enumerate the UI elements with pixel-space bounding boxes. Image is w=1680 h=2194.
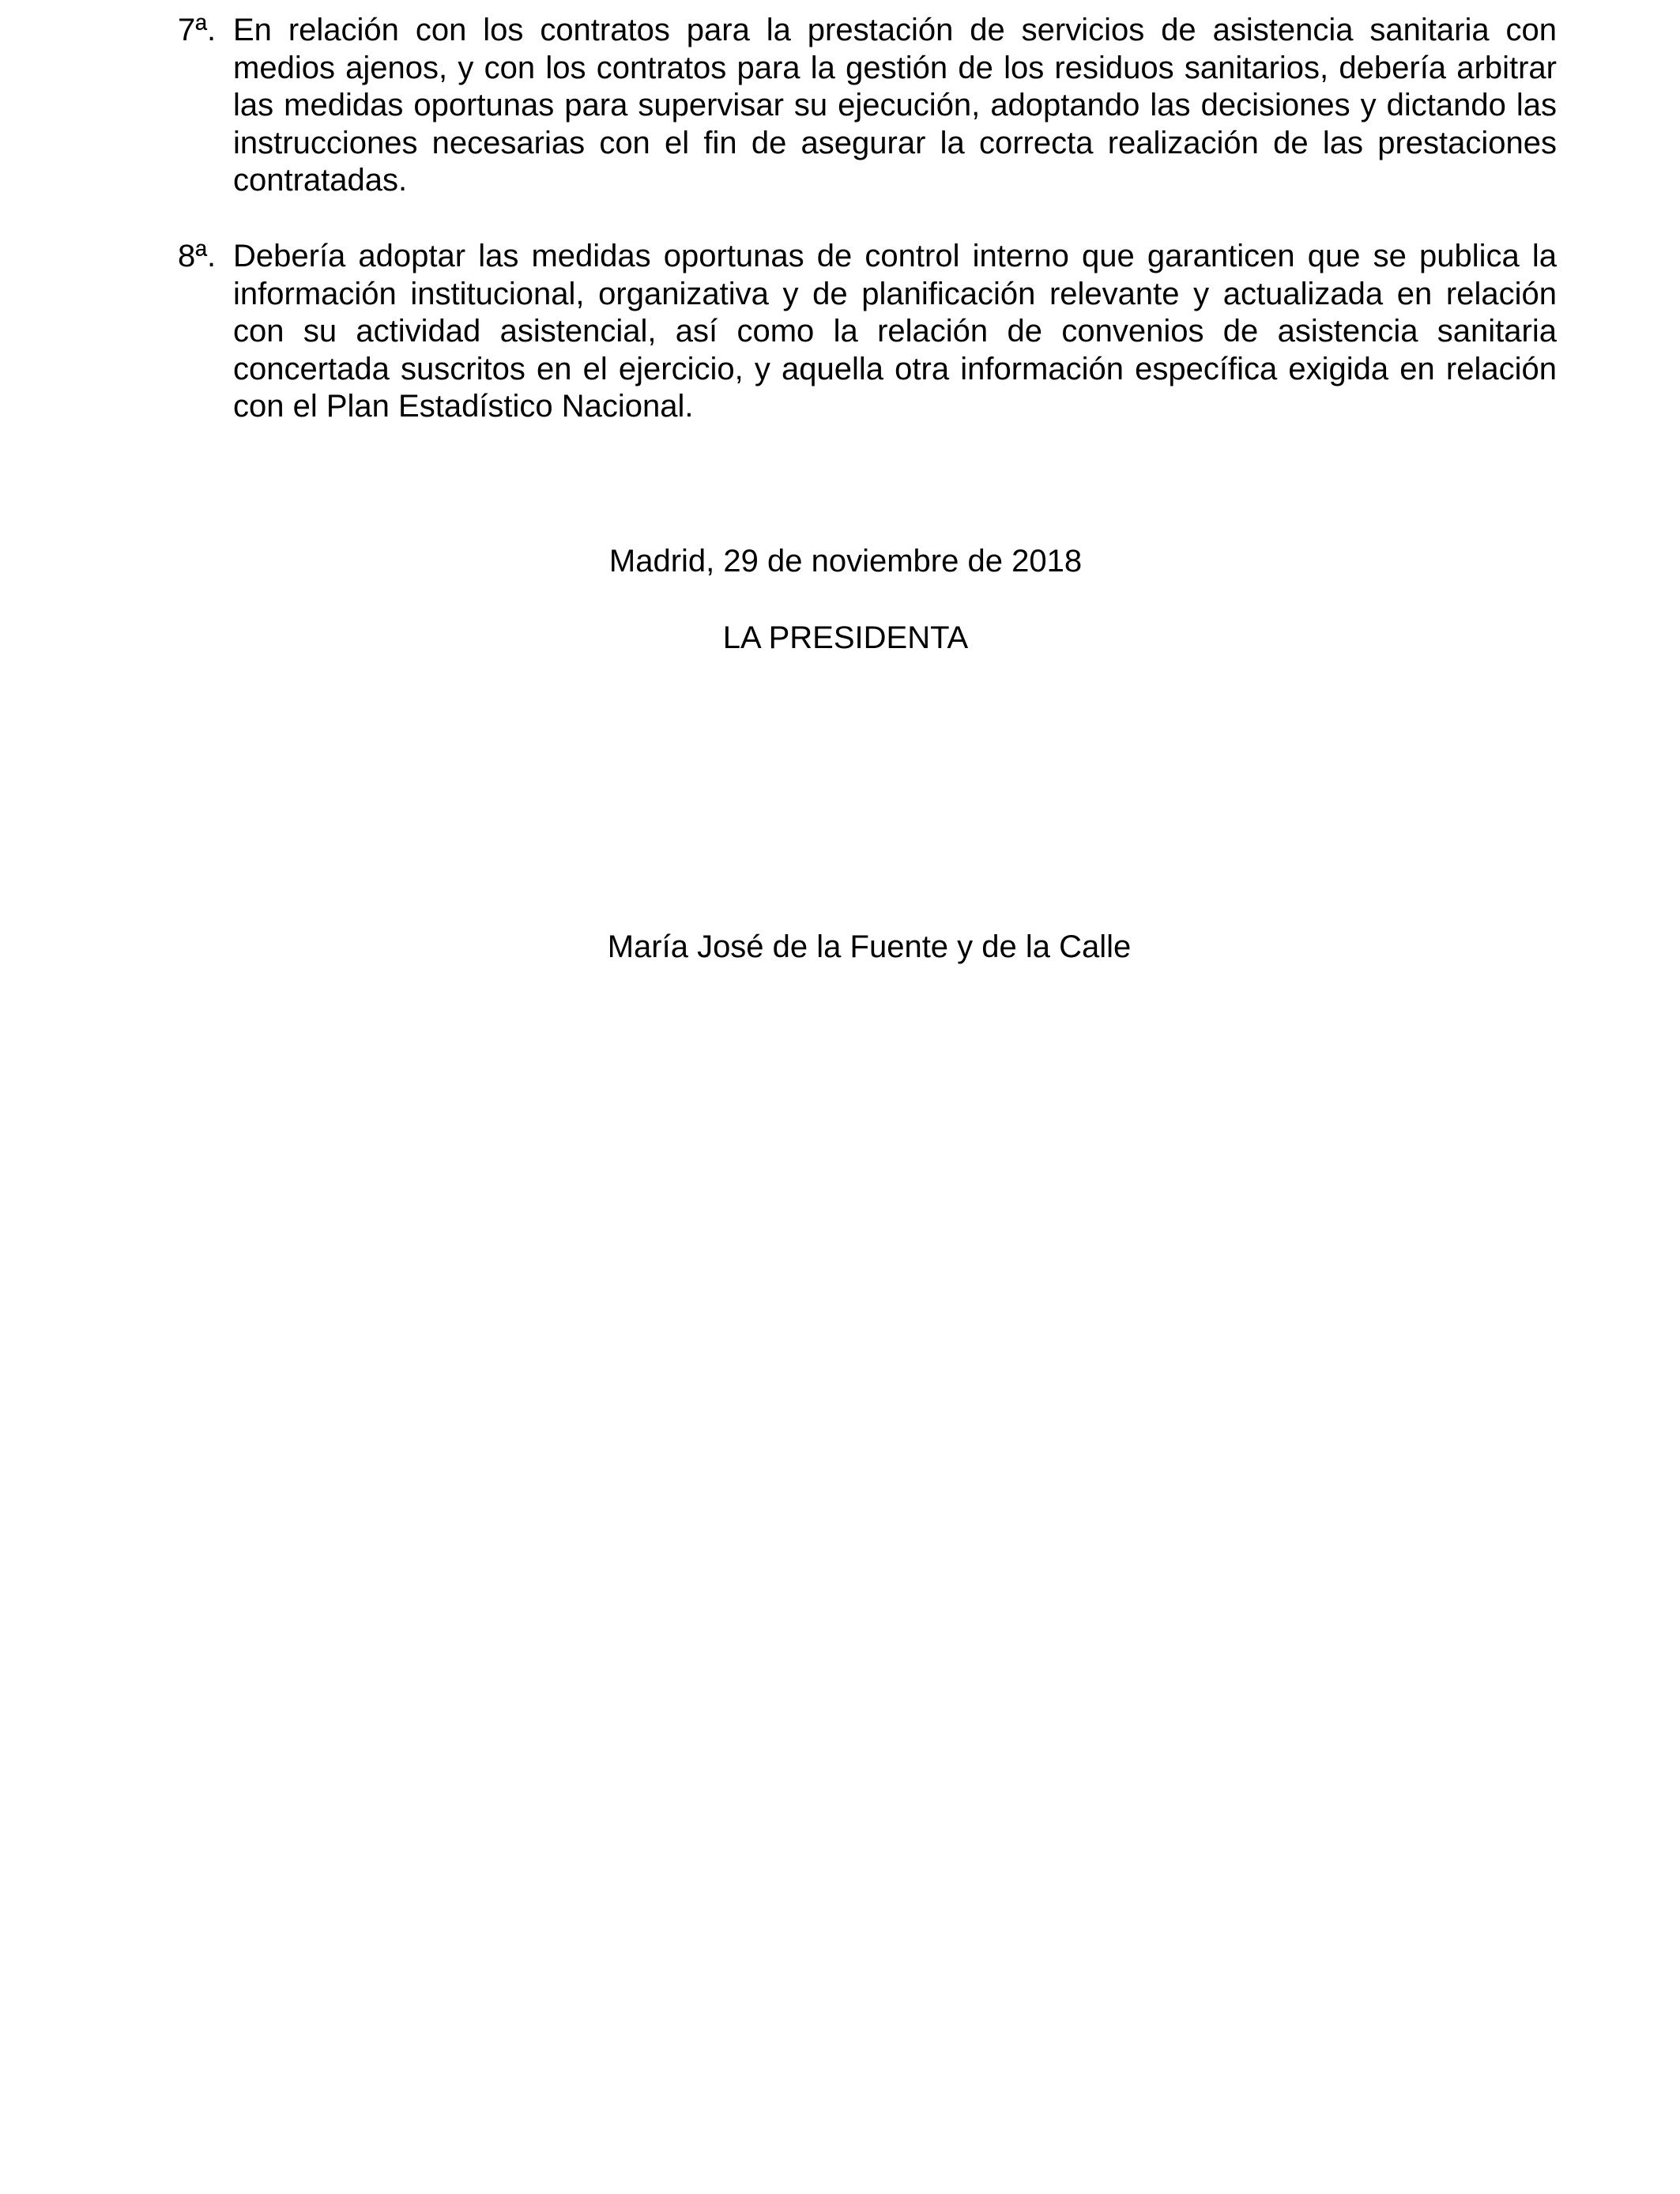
- recommendation-number: 7ª.: [178, 13, 217, 47]
- recommendation-number: 8ª.: [178, 239, 217, 273]
- signer-title: LA PRESIDENTA: [722, 620, 969, 655]
- recommendation-text: En relación con los contratos para la prestación de servicios de asistencia sanitaria con medios ajenos, y con los contratos para la gestión de los residuos sanitarios, debería arbitrar las medidas oportunas para supervisar su ejecución, adoptando las decisiones y dictando las instrucciones necesarias con el fin de asegurar la correcta realización de las prestaciones contratadas.: [233, 13, 1557, 198]
- signer-name: María José de la Fuente y de la Calle: [607, 929, 1132, 964]
- recommendation-text: Debería adoptar las medidas oportunas de control interno que garanticen que se publica la información institucional, organizativa y de planificación relevante y actualizada en relación con su actividad asistencial, así como la relación de convenios de asistencia sanitaria concertada suscritos en el ejercicio, y aquella otra información específica exigida en relación con el Plan Estadístico Nacional.: [233, 239, 1557, 424]
- recommendation-7: [178, 12, 1557, 200]
- place-date: Madrid, 29 de noviembre de 2018: [608, 544, 1083, 579]
- recommendation-8: [178, 238, 1557, 426]
